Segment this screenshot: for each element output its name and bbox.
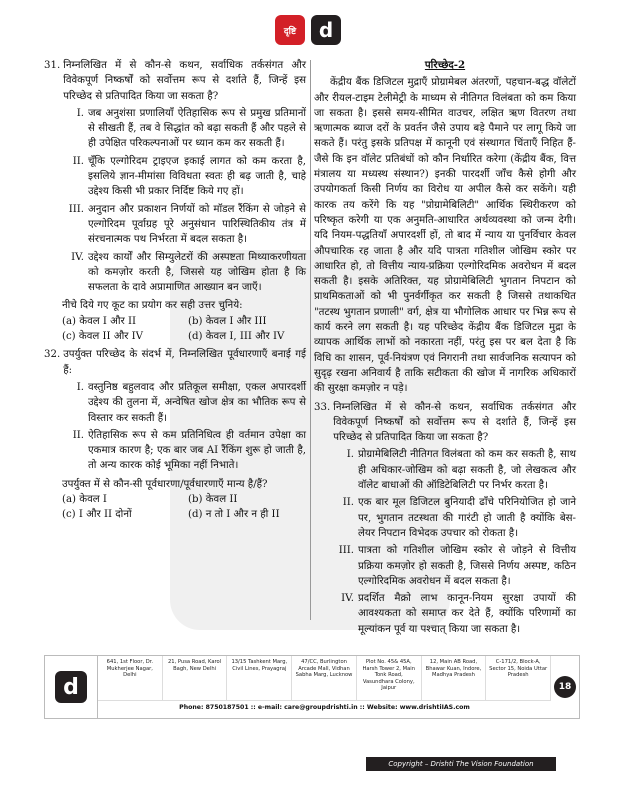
answer-options: [62, 492, 306, 523]
passage-title: परिच्छेद-2: [424, 59, 466, 71]
statement: II. चूँकि एल्गोरिदम ट्राइएज इकाई लागत को कम करता है, इसलिये ज्ञान-मीमांसा विविधता स्वतः ही बढ़ जाती है, चाहे उद्देश्य किसी भी प्रकार निर्दिष्ट किये गए हों।: [72, 155, 306, 198]
statement: II. ऐतिहासिक रूप से कम प्रतिनिधित्व ही वर्तमान उपेक्षा का एकमात्र कारण है; एक बार जब AI रैंकिंग शुरू हो जाती है, तो अन्य कारक कोई भूमिका नहीं निभाते।: [72, 429, 306, 472]
question-number: 33.: [314, 401, 331, 413]
statement: IV. उद्देश्य कार्यों और सिम्युलेटरों की अस्पष्टता मिथ्याकरणीयता को कमज़ोर करती है, जिससे यह जोखिम होता है कि सफलता के दावे अप्रामाणित आख्यान बन जाएँ।: [71, 251, 306, 294]
address-cell: 13/15 Tashkent Marg, Civil Lines, Prayagraj: [227, 656, 292, 700]
statement: III. पात्रता को गतिशील जोखिम स्कोर से जोड़ने से वित्तीय प्रक्रिया कमज़ोर हो सकती है, जिससे निर्णय अस्पष्ट, कठिन एल्गोरिदमिक अवरोधन में बदल सकता है।: [338, 545, 576, 587]
d-logo: d: [311, 15, 341, 45]
question-32: [44, 347, 306, 378]
footer-logo: [45, 656, 98, 718]
copyright-banner: Copyright – Drishti The Vision Foundation: [366, 757, 556, 771]
option-b[interactable]: (b) केवल II: [188, 494, 238, 506]
option-d[interactable]: (d) केवल I, III और IV: [188, 331, 285, 343]
answer-options: [62, 314, 306, 345]
answer-instruction: नीचे दिये गए कूट का प्रयोग कर सही उत्तर चुनिये:: [62, 300, 243, 312]
option-c[interactable]: (c) I और II दोनों: [62, 509, 132, 521]
statement: I. जब अनुशंसा प्रणालियाँ ऐतिहासिक रूप से प्रमुख प्रतिमानों से सीखती हैं, तब वे सिद्धांत को बढ़ा सकती हैं और पहले से ही उपेक्षित परिकल्पनाओं पर ध्यान कम कर सकती हैं।: [76, 107, 306, 150]
statement: IV. प्रदर्शित मैक्रो लाभ कानून-नियम सुरक्षा उपायों की आवश्यकता को समाप्त कर देते हैं, क्योंकि परिणामों का मूल्यांकन पूर्व या पश्चात् किया जा सकता है।: [341, 593, 576, 635]
answer-instruction: उपर्युक्त में से कौन-सी पूर्वधारणा/पूर्वधारणाएँ मान्य है/हैं?: [62, 478, 268, 490]
question-33: [314, 400, 576, 446]
question-text: निम्नलिखित में से कौन-से कथन, सर्वाधिक तर्कसंगत और विवेकपूर्ण निष्कर्षों को सर्वोत्तम रूप से दर्शाते हैं, जिन्हें इस परिच्छेद से प्रतिपादित किया जा सकता है?: [333, 401, 576, 444]
option-d[interactable]: (d) न तो I और न ही II: [188, 509, 280, 521]
option-a[interactable]: (a) केवल I और II: [62, 315, 137, 327]
question-text: उपर्युक्त परिच्छेद के संदर्भ में, निम्नलिखित पूर्वधारणाएँ बनाई गई हैं:: [63, 349, 306, 376]
option-b[interactable]: (b) केवल I और III: [188, 315, 267, 327]
contact-info: Phone: 8750187501 :: e-mail: care@groupdrishti.in :: Website: www.drishtiIAS.com: [98, 700, 551, 711]
statement: III. अनुदान और प्रकाशन निर्णयों को मॉडल रैंकिंग से जोड़ने से एल्गोरिदम पूर्वाग्रह पूरे अनुसंधान पारिस्थितिकीय तंत्र में संरचनात्मक पथ निर्भरता में बदल सकता है।: [68, 203, 306, 246]
drishti-logo: दृष्टि: [275, 15, 305, 45]
option-c[interactable]: (c) केवल II और IV: [62, 331, 144, 343]
statement: I. प्रोग्रामेबिलिटी नीतिगत विलंबता को कम कर सकती है, साथ ही अधिकार-जोखिम को बढ़ा सकती है, जो लेखकत्व और वॉलेट बाधाओं की ऑडिटेबिलिटी पर निर्भर करता है।: [346, 449, 576, 492]
address-cell: 12, Main AB Road, Bhawar Kuan, Indore, Madhya Pradesh: [422, 656, 487, 700]
option-a[interactable]: (a) केवल I: [62, 494, 107, 506]
question-31: [44, 58, 306, 104]
d-logo: d: [55, 671, 87, 703]
header-logo: [275, 14, 341, 46]
address-cell: 47/CC, Burlington Arcade Mall, Vidhan Sabha Marg, Lucknow: [292, 656, 357, 700]
footer: [44, 655, 580, 719]
left-column: [44, 58, 306, 523]
question-number: 32.: [44, 349, 61, 361]
passage-text: केंद्रीय बैंक डिजिटल मुद्राएँ प्रोग्रामेबल अंतरणों, पहचान-बद्ध वॉलेटों और रीयल-टाइम टेलीमेट्री के माध्यम से नीतिगत विलंबता को कम किया जा सकता है। इससे समय-सीमित वाउचर, लक्षित ऋण वितरण तथा ऋणात्मक ब्याज दरों के प्रवर्तन जैसे उपाय बड़े पैमाने पर लागू किये जा सकते हैं। परंतु इसके प्रतिपक्ष में कानूनी एवं संस्थागत चिंताएँ निहित हैं- जैसे कि इन वॉलेट प्रतिबंधों को कौन निर्धारित करेगा (केंद्रीय बैंक, वित्त मंत्रालय या मध्यस्थ संस्थान?) इनकी पारदर्शी जाँच कैसे होगी और उपयोगकर्ता किसी निर्णय का विरोध या अपील कैसे कर सकेंगे। यही कारक तय करेंगे कि यह "प्रोग्रामेबिलिटी" आर्थिक स्थिरीकरण को परिष्कृत करेगी या एक अनुमति-आधारित अर्थव्यवस्था को जन्म देगी। यदि नियम-पद्धतियाँ अपारदर्शी हों, तो बाद में न्याय या पुनर्विचार केवल औपचारिक रह जाता है और यदि पात्रता गतिशील जोखिम स्कोर पर आधारित हो, तो वित्तीय न्याय-प्रक्रिया एल्गोरिदमिक अवरोधन में बदल सकती है। इसके अतिरिक्त, यह प्रोग्रामेबिलिटी भुगतान निपटान को प्राथमिकताओं को भी पुनर्वर्गीकृत कर सकती है जिससे तथाकथित "तटस्थ भुगतान प्रणाली" वर्ग, क्षेत्र या भौगोलिक आधार पर भिन्न रूप से कार्य करने लग सकती है। यह परिच्छेद केंद्रीय बैंक डिजिटल मुद्रा के व्यापक आर्थिक लाभों को नकारता नहीं, परंतु इस पर बल देता है कि विधि का शासन, पूर्व-नियंत्रण एवं निगरानी तथा सार्वजनिक सत्यापन को सुदृढ़ रखना अनिवार्य है ताकि सटीकता की खोज में नागरिक अधिकारों की सुरक्षा कमज़ोर न पड़े।: [314, 77, 576, 395]
page-number: 18: [551, 656, 579, 718]
column-divider: [310, 60, 311, 620]
question-number: 31.: [44, 60, 61, 71]
question-text: निम्नलिखित में से कौन-से कथन, सर्वाधिक तर्कसंगत और विवेकपूर्ण निष्कर्षों को सर्वोत्तम रूप से दर्शाते हैं, जिन्हें इस परिच्छेद से प्रतिपादित किया जा सकता है?: [63, 60, 306, 102]
address-cell: 21, Pusa Road, Karol Bagh, New Delhi: [163, 656, 228, 700]
statement: I. वस्तुनिष्ठ बहुलवाद और प्रतिकूल समीक्षा, एकल अपारदर्शी उद्देश्य की तुलना में, अन्वेषित खोज क्षेत्र का भौतिक रूप से विस्तार कर सकती हैं।: [76, 381, 306, 424]
statement: II. एक बार मूल डिजिटल बुनियादी ढाँचे परिनियोजित हो जाने पर, भुगतान तटस्थता की गारंटी हो जाती है क्योंकि बेस-लेयर निपटान विभेदक उपचार को रोकता है।: [342, 497, 576, 539]
address-cell: 641, 1st Floor, Dr. Mukherjee Nagar, Delhi: [98, 656, 163, 700]
address-cell: C-171/2, Block-A, Sector 15, Noida Uttar Pradesh: [486, 656, 551, 700]
footer-addresses: [98, 656, 551, 718]
address-cell: Plot No. 45& 45A, Harsh Tower 2, Main Tonk Road, Vasundhara Colony, Jaipur: [357, 656, 422, 700]
right-column: [314, 58, 576, 637]
